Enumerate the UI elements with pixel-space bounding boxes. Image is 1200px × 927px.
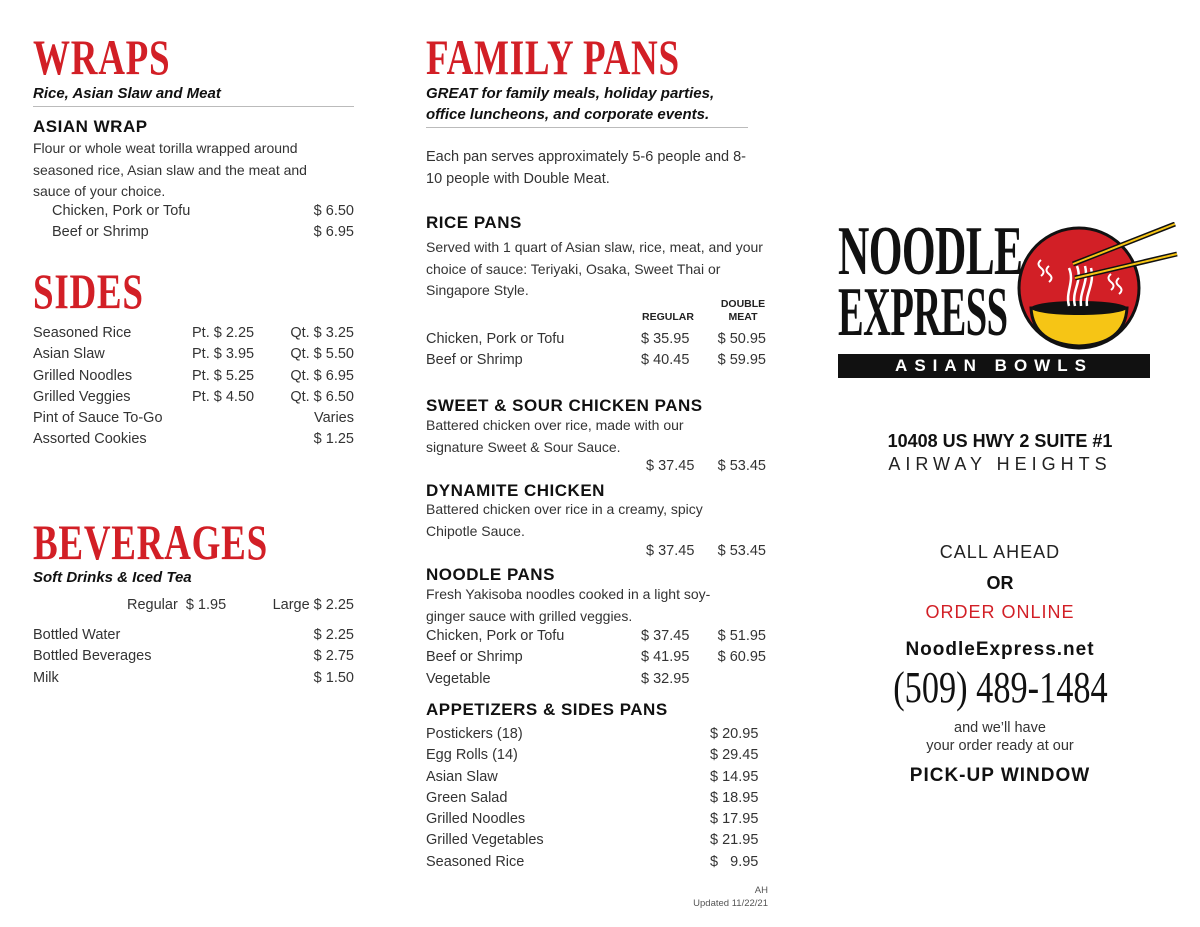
list-item xyxy=(52,222,354,243)
beverages-subtitle: Soft Drinks & Iced Tea xyxy=(33,569,192,586)
list-item xyxy=(52,201,354,222)
item-name: Seasoned Rice xyxy=(33,325,132,341)
rice-pans-desc: Served with 1 quart of Asian slaw, rice, meat, and your choice of sauce: Teriyaki, Osaka, Sweet Thai or Singapore Style. xyxy=(426,239,763,298)
item-quart: Qt. $ 6.95 xyxy=(290,367,354,384)
item-name: Chicken, Pork or Tofu xyxy=(426,628,565,644)
dynamite-desc: Battered chicken over rice in a creamy, spicy Chipotle Sauce. xyxy=(426,501,703,539)
wraps-divider xyxy=(33,106,354,107)
sweet-sour-title: SWEET & SOUR CHICKEN PANS xyxy=(426,396,703,415)
item-regular: $ 37.45 xyxy=(646,458,695,474)
list-item xyxy=(33,408,354,429)
list-item xyxy=(426,788,766,809)
item-double: $ 53.45 xyxy=(717,543,766,559)
item-quart: $ 1.25 xyxy=(313,431,354,448)
phone-number[interactable] xyxy=(830,664,1170,712)
fountain-prices xyxy=(33,595,354,616)
item-name: Assorted Cookies xyxy=(33,431,147,448)
list-item xyxy=(426,329,766,350)
item-price: $ 1.50 xyxy=(313,669,354,686)
city: AIRWAY HEIGHTS xyxy=(888,454,1112,474)
item-price: $ 2.75 xyxy=(313,648,354,665)
wraps-heading: WRAPS xyxy=(33,29,171,85)
dynamite-title: DYNAMITE CHICKEN xyxy=(426,481,605,500)
item-name: Grilled Noodles xyxy=(33,367,133,384)
noodle-bowl-icon xyxy=(1013,222,1178,352)
logo-line-express: EXPRESS xyxy=(838,274,1008,351)
updated-date: Updated 11/22/21 xyxy=(693,898,768,909)
large-price: Large $ 2.25 xyxy=(272,597,354,613)
noodle-pans-title: NOODLE PANS xyxy=(426,565,555,584)
list-item xyxy=(426,626,766,647)
list-item xyxy=(426,830,766,851)
right-column xyxy=(830,0,1170,927)
item-price: $ 14.95 xyxy=(710,768,759,785)
ready-line-1: and we’ll have xyxy=(954,720,1046,736)
item-quart: Varies xyxy=(313,410,354,427)
item-double: $ 50.95 xyxy=(717,331,766,347)
list-item xyxy=(426,724,766,745)
rice-pans-title: RICE PANS xyxy=(426,213,522,232)
logo-tagline: ASIAN BOWLS xyxy=(838,354,1150,378)
item-price: $ 21.95 xyxy=(710,832,759,849)
location-code: AH xyxy=(754,885,768,896)
wraps-subtitle: Rice, Asian Slaw and Meat xyxy=(33,85,221,102)
item-name: Postickers (18) xyxy=(426,726,523,742)
item-regular: $ 35.95 xyxy=(641,331,690,347)
beverages-heading: BEVERAGES xyxy=(33,514,268,570)
regular-column-header: REGULAR xyxy=(642,311,694,323)
item-name: Egg Rolls (14) xyxy=(426,747,518,764)
item-pint: Pt. $ 2.25 xyxy=(192,325,255,341)
ready-line-2: your order ready at our xyxy=(926,738,1074,754)
phone-text: (509) 489-1484 xyxy=(892,663,1108,712)
item-quart: Qt. $ 5.50 xyxy=(290,346,354,363)
address: 10408 US HWY 2 SUITE #1 xyxy=(887,431,1113,451)
item-name: Pint of Sauce To-Go xyxy=(33,410,163,427)
list-item xyxy=(426,669,766,690)
item-price: $ 6.95 xyxy=(313,224,354,241)
list-item xyxy=(426,745,766,766)
item-regular: $ 37.45 xyxy=(641,628,690,644)
wrap-price-list xyxy=(52,201,354,244)
item-name: Chicken, Pork or Tofu xyxy=(52,203,191,219)
family-subtitle-1: GREAT for family meals, holiday parties, xyxy=(426,85,715,102)
item-pint: Pt. $ 5.25 xyxy=(192,367,255,384)
noodle-express-logo xyxy=(838,212,1168,382)
family-subtitle-2: office luncheons, and corporate events. xyxy=(426,106,710,123)
item-quart: Qt. $ 6.50 xyxy=(290,388,354,405)
dynamite-prices xyxy=(426,541,766,562)
list-item xyxy=(426,852,766,873)
item-price: $ 20.95 xyxy=(710,726,759,742)
noodle-pans-desc: Fresh Yakisoba noodles cooked in a light soy-ginger sauce with grilled veggies. xyxy=(426,586,711,624)
item-name: Asian Slaw xyxy=(33,346,105,363)
item-name: Seasoned Rice xyxy=(426,853,525,870)
list-item xyxy=(426,767,766,788)
item-name: Asian Slaw xyxy=(426,768,498,785)
asian-wrap-desc: Flour or whole weat torilla wrapped around seasoned rice, Asian slaw and the meat and sauce of your choice. xyxy=(33,140,307,199)
sides-heading: SIDES xyxy=(33,263,144,319)
item-regular: $ 37.45 xyxy=(646,543,695,559)
list-item xyxy=(33,625,354,646)
order-online-link[interactable]: ORDER ONLINE xyxy=(925,602,1075,622)
item-name: Bottled Beverages xyxy=(33,648,152,665)
item-name: Green Salad xyxy=(426,789,508,806)
bowl-rim xyxy=(1031,301,1127,315)
item-price: $ 6.50 xyxy=(313,203,354,219)
double-column-header-1: DOUBLE xyxy=(720,298,766,310)
list-item xyxy=(33,646,354,667)
appetizers-list xyxy=(426,724,766,873)
item-double: $ 59.95 xyxy=(717,352,766,369)
item-name: Chicken, Pork or Tofu xyxy=(426,331,565,347)
rice-pans-list xyxy=(426,329,766,372)
item-name: Grilled Vegetables xyxy=(426,832,544,849)
item-double: $ 53.45 xyxy=(717,458,766,474)
pickup-window: PICK-UP WINDOW xyxy=(909,765,1091,786)
item-name: Grilled Noodles xyxy=(426,811,526,828)
item-double: $ 60.95 xyxy=(717,649,766,666)
item-name: Vegetable xyxy=(426,670,491,687)
item-quart: Qt. $ 3.25 xyxy=(290,325,354,341)
asian-wrap-title: ASIAN WRAP xyxy=(33,117,148,136)
item-regular: $ 40.45 xyxy=(641,352,690,369)
list-item xyxy=(33,323,354,344)
list-item xyxy=(33,429,354,450)
item-name: Bottled Water xyxy=(33,627,121,643)
appetizers-title: APPETIZERS & SIDES PANS xyxy=(426,700,668,719)
item-name: Milk xyxy=(33,669,59,686)
list-item xyxy=(33,344,354,365)
item-pint: Pt. $ 3.95 xyxy=(192,346,255,363)
list-item xyxy=(426,647,766,668)
item-price: $ 29.45 xyxy=(710,747,759,764)
list-item xyxy=(33,387,354,408)
item-price: $ 9.95 xyxy=(710,853,759,870)
list-item xyxy=(426,350,766,371)
item-price: $ 17.95 xyxy=(710,811,759,828)
double-column-header-2: MEAT xyxy=(728,311,758,323)
regular-price: Regular $ 1.95 xyxy=(127,597,227,613)
website-link[interactable]: NoodleExpress.net xyxy=(905,639,1095,660)
item-name: Beef or Shrimp xyxy=(426,649,523,666)
item-price: $ 2.25 xyxy=(313,627,354,643)
or-label: OR xyxy=(986,573,1014,593)
family-intro: Each pan serves approximately 5-6 people and 8-10 people with Double Meat. xyxy=(426,149,746,187)
logo-line-noodle: NOODLE xyxy=(838,213,1023,290)
sweet-sour-prices xyxy=(426,456,766,477)
list-item xyxy=(33,366,354,387)
noodle-pans-list xyxy=(426,626,766,690)
item-regular: $ 32.95 xyxy=(641,670,690,687)
family-pans-heading: FAMILY PANS xyxy=(426,29,680,85)
list-item xyxy=(33,668,354,689)
call-ahead: CALL AHEAD xyxy=(939,542,1061,562)
item-name: Beef or Shrimp xyxy=(52,224,149,241)
item-price: $ 18.95 xyxy=(710,789,759,806)
item-name: Grilled Veggies xyxy=(33,388,131,405)
sweet-sour-desc: Battered chicken over rice, made with our signature Sweet & Sour Sauce. xyxy=(426,417,684,455)
item-name: Beef or Shrimp xyxy=(426,352,523,369)
item-regular: $ 41.95 xyxy=(641,649,690,666)
beverages-list xyxy=(33,625,354,689)
sides-list xyxy=(33,323,354,451)
item-pint: Pt. $ 4.50 xyxy=(192,388,255,405)
family-divider xyxy=(426,127,748,128)
list-item xyxy=(426,809,766,830)
item-double: $ 51.95 xyxy=(717,628,766,644)
